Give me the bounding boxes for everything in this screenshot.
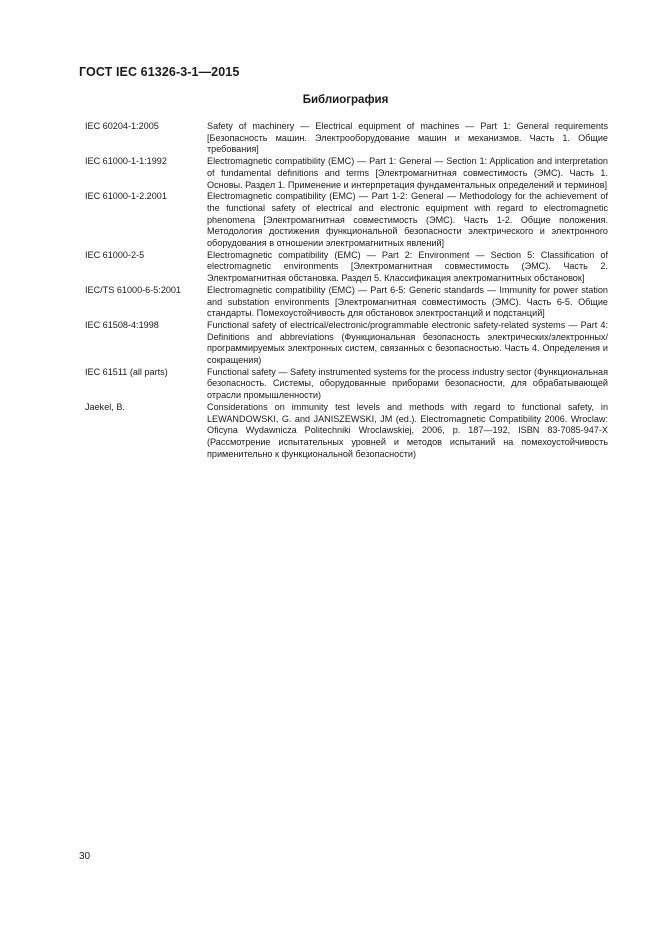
reference-id: IEC 61508-4:1998 xyxy=(85,319,159,330)
reference-id: IEC 61511 (all parts) xyxy=(85,366,168,377)
reference-text: Safety of machinery — Electrical equipment of machines — Part 1: General requirements [Безопасность машин. Электрооборудование машин и механизмов. Часть 1. Общие требования] xyxy=(207,121,608,155)
bibliography-title: Библиография xyxy=(302,94,389,106)
reference-text: Electromagnetic compatibility (EMC) — Part 1: General — Section 1: Application and interpretation of fundamental definitions and terms [Электромагнитная совместимость (ЭМС). Часть 1. Основы. Раздел 1. Применение и интерпретация фундаментальных определений и терминов] xyxy=(207,156,608,190)
reference-text: Electromagnetic compatibility (EMC) — Part 2: Environment — Section 5: Classification of electromagnetic environments [Электромагнитная совместимость (ЭМС). Часть 2. Электромагнитная обстановка. Раздел 5. Классификация электромагнитных обстановок] xyxy=(207,249,608,284)
bibliography-entry xyxy=(85,191,608,250)
page-number: 30 xyxy=(79,851,91,862)
reference-id: IEC 61000-1-1:1992 xyxy=(85,156,167,167)
reference-id: IEC 60204-1:2005 xyxy=(85,121,159,131)
reference-text: Electromagnetic compatibility (EMC) — Part 6-5: Generic standards — Immunity for power station and substation environments [Электромагнитная совместимость (ЭМС). Часть 6-5. Общие стандарты. Помехоустойчивость для обстановок электростанций и подстанций] xyxy=(207,284,608,319)
reference-id: Jaekel, B. xyxy=(85,401,125,412)
reference-text: Considerations on immunity test levels and methods with regard to functional safety, in LEWANDOWSKI, G. and JANISZEWSKI, JM (ed.). Electromagnetic Compatibility 2006. Wroclaw: Oficyna Wydawnicza Politechniki Wroclawskiej, 2006, p. 187—192, ISBN 83-7085-947-X (Рассмотрение испытательных уровней и методов испытаний на помехоустойчивость применительно к функциональной безопасности) xyxy=(207,401,608,459)
bibliography-entry xyxy=(85,402,608,461)
bibliography-entry xyxy=(85,285,608,320)
reference-text: Functional safety — Safety instrumented systems for the process industry sector (Функциональная безопасность. Системы, оборудованные приборами безопасности, для обрабатывающей отрасли промышленности) xyxy=(207,366,608,401)
reference-id: IEC 61000-2-5 xyxy=(85,249,145,260)
reference-id: IEC/TS 61000-6-5:2001 xyxy=(85,284,182,295)
reference-text: Functional safety of electrical/electronic/programmable electronic safety-related systems — Part 4: Definitions and abbreviations (Функциональная безопасность электрических/электронных/программируемых электронных систем, связанных с безопасностью. Часть 4. Определения и сокращения) xyxy=(207,319,608,366)
bibliography-entry xyxy=(85,367,608,402)
bibliography-entry xyxy=(85,156,608,191)
reference-text: Electromagnetic compatibility (EMC) — Part 1-2: General — Methodology for the achievement of the functional safety of electrical and electronic equipment with regard to electromagnetic phenomena [Электромагнитная совместимость (ЭМС). Часть 1-2. Общие положения. Методология достижения функциональной безопасности электрического и электронного оборудования в отношении электромагнитных явлений] xyxy=(207,191,608,249)
bibliography-list xyxy=(85,121,608,460)
bibliography-entry xyxy=(85,320,608,367)
reference-id: IEC 61000-1-2.2001 xyxy=(85,191,167,202)
bibliography-entry xyxy=(85,121,608,156)
document-code-header: ГОСТ IEC 61326-3-1—2015 xyxy=(79,65,240,79)
bibliography-entry xyxy=(85,250,608,285)
